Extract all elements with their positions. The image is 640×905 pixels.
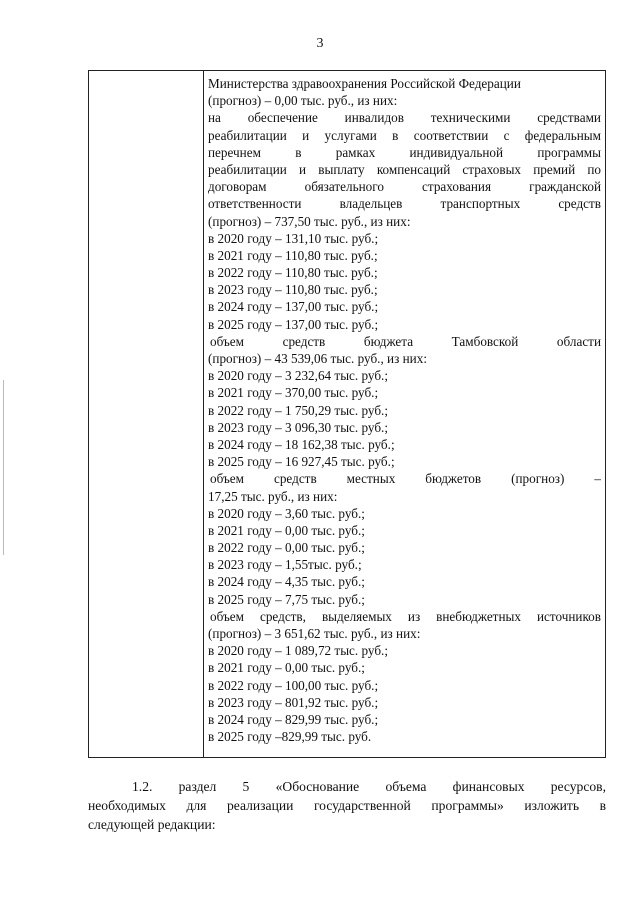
table-line: в 2025 году – 7,75 тыс. руб.; xyxy=(208,591,365,607)
financing-table xyxy=(88,70,606,758)
table-line: в 2024 году – 18 162,38 тыс. руб.; xyxy=(208,436,395,452)
table-line: в 2021 году – 0,00 тыс. руб.; xyxy=(208,522,365,538)
table-line: в 2020 году – 3,60 тыс. руб.; xyxy=(208,505,365,521)
paragraph-line: необходимых для реализации государственной программы» изложить в xyxy=(88,798,606,813)
table-line: реабилитации и услугами в соответствии с федеральным xyxy=(208,127,601,143)
table-line: в 2025 году – 137,00 тыс. руб.; xyxy=(208,316,379,332)
table-line: объем средств местных бюджетов (прогноз) – xyxy=(210,471,601,487)
table-line: в 2021 году – 0,00 тыс. руб.; xyxy=(208,660,365,676)
table-line: в 2021 году – 110,80 тыс. руб.; xyxy=(208,247,378,263)
table-line: (прогноз) – 737,50 тыс. руб., из них: xyxy=(208,213,411,229)
table-line: объем средств бюджета Тамбовской области xyxy=(210,333,601,349)
scan-edge-mark xyxy=(3,380,4,555)
table-line: в 2020 году – 3 232,64 тыс. руб.; xyxy=(208,368,389,384)
table-line: в 2024 году – 137,00 тыс. руб.; xyxy=(208,299,379,315)
table-line: Министерства здравоохранения Российской Федерации xyxy=(208,76,521,91)
table-line: в 2023 году – 1,55тыс. руб.; xyxy=(208,557,362,573)
table-line: договорам обязательного страхования гражданской xyxy=(208,179,601,195)
table-line: в 2022 году – 1 750,29 тыс. руб.; xyxy=(208,402,389,418)
page-number: 3 xyxy=(316,36,324,51)
section-paragraph xyxy=(88,777,606,834)
table-line: реабилитации и выплату компенсаций страховых премий по xyxy=(208,161,601,177)
table-line: в 2022 году – 100,00 тыс. руб.; xyxy=(208,677,379,693)
paragraph-line: следующей редакции: xyxy=(88,817,216,832)
table-right-cell xyxy=(208,75,601,745)
table-line: на обеспечение инвалидов техническими средствами xyxy=(208,110,601,126)
table-line: перечнем в рамках индивидуальной программы xyxy=(208,144,601,160)
table-line: в 2024 году – 4,35 тыс. руб.; xyxy=(208,574,365,590)
table-line: в 2025 году –829,99 тыс. руб. xyxy=(208,729,372,745)
table-left-cell xyxy=(89,71,204,757)
table-line: (прогноз) – 43 539,06 тыс. руб., из них: xyxy=(208,351,427,366)
table-line: в 2021 году – 370,00 тыс. руб.; xyxy=(208,385,379,401)
table-line: в 2025 году – 16 927,45 тыс. руб.; xyxy=(208,454,395,470)
table-line: объем средств, выделяемых из внебюджетных источников xyxy=(210,608,601,624)
table-line: в 2024 году – 829,99 тыс. руб.; xyxy=(208,711,379,727)
table-line: в 2023 году – 110,80 тыс. руб.; xyxy=(208,282,378,298)
table-line: в 2020 году – 131,10 тыс. руб.; xyxy=(208,230,379,246)
table-line: в 2022 году – 110,80 тыс. руб.; xyxy=(208,265,378,281)
table-line: ответственности владельцев транспортных средств xyxy=(208,196,601,212)
table-line: (прогноз) – 3 651,62 тыс. руб., из них: xyxy=(208,626,421,641)
table-line: в 2022 году – 0,00 тыс. руб.; xyxy=(208,540,365,556)
table-line: в 2023 году – 801,92 тыс. руб.; xyxy=(208,694,379,710)
table-line: 17,25 тыс. руб., из них: xyxy=(208,488,338,504)
table-line: в 2023 году – 3 096,30 тыс. руб.; xyxy=(208,419,389,435)
table-line: (прогноз) – 0,00 тыс. руб., из них: xyxy=(208,93,398,109)
paragraph-line: 1.2. раздел 5 «Обоснование объема финансовых ресурсов, xyxy=(132,779,606,794)
table-line: в 2020 году – 1 089,72 тыс. руб.; xyxy=(208,643,389,659)
